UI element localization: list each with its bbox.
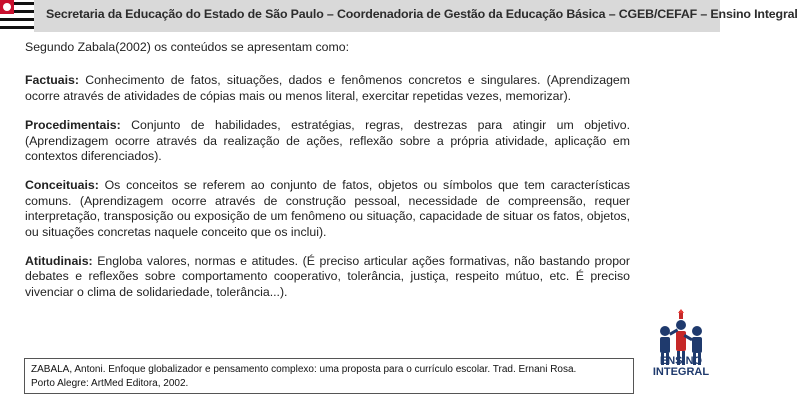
section-factuais <box>25 73 630 104</box>
reference-box <box>24 358 634 394</box>
content-body <box>25 40 630 314</box>
intro-text: Segundo Zabala(2002) os conteúdos se apresentam como: <box>25 40 350 54</box>
section-atitudinais <box>25 254 630 300</box>
section-label: Conceituais: <box>25 178 99 193</box>
reference-line-1: ZABALA, Antoni. Enfoque globalizador e pensamento complexo: uma proposta para o currículo escolar. Trad. Ernani Rosa. <box>31 364 577 375</box>
header-bar <box>0 0 798 32</box>
section-text: Os conceitos se referem ao conjunto de fatos, objetos ou símbolos que tem características comuns. (Aprendizagem ocorre através de construção pessoal, necessidade de compreensão, requer interpretação, transposição ou exposição de um fenômeno ou situação, capacidade de situar os fatos, objetos, ou situações concretas naquele conceito que os inclui). <box>25 178 630 239</box>
section-label: Procedimentais: <box>25 118 121 133</box>
logo-line-2: INTEGRAL <box>652 366 710 378</box>
header-title: Secretaria da Educação do Estado de São Paulo – Coordenadoria de Gestão da Educação Básica – CGEB/CEFAF – Ensino Integral <box>46 7 798 21</box>
section-label: Atitudinais: <box>25 254 93 269</box>
section-label: Factuais: <box>25 73 79 88</box>
section-conceituais <box>25 178 630 240</box>
logo-line-1: ENSINO <box>659 355 703 367</box>
reference-line-2: Porto Alegre: ArtMed Editora, 2002. <box>31 378 189 389</box>
section-text: Engloba valores, normas e atitudes. (É preciso articular ações formativas, não bastando propor debates e reflexões sobre comportamento cooperativo, tolerância, justiça, respeito mútuo, etc. É preciso vivenciar o clima de solidariedade, tolerância...). <box>25 254 630 299</box>
section-text: Conjunto de habilidades, estratégias, regras, destrezas para atingir um objetivo. (Aprendizagem ocorre através da realização de ações, reflexão sobre a própria atividade, aplicação em contextos diferenciados). <box>25 118 630 164</box>
section-procedimentais <box>25 118 630 164</box>
section-text: Conhecimento de fatos, situações, dados e fenômenos concretos e singulares. (Aprendizagem ocorre através de atividades de cópias mais ou menos literal, exercitar repetidas vezes, memorizar). <box>25 73 630 103</box>
sao-paulo-flag-icon <box>0 0 34 32</box>
logo-text <box>644 356 718 378</box>
